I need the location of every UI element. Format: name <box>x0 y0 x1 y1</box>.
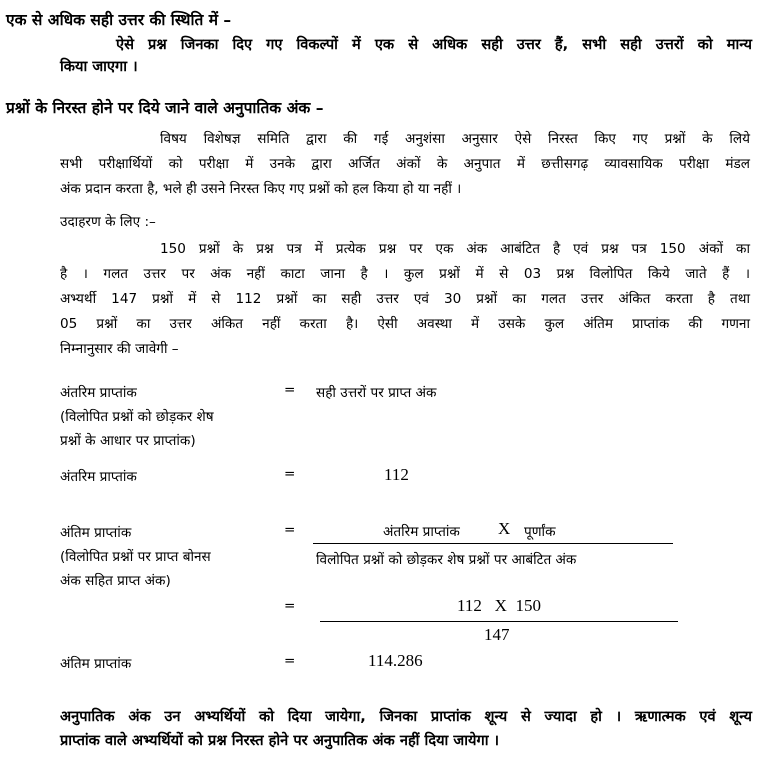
calc-row1-label-2: (विलोपित प्रश्नों को छोड़कर शेष <box>60 409 214 425</box>
multiple-correct-line-2: किया जाएगा । <box>60 58 138 75</box>
calc-row3-numerator-left: अंतरिम प्राप्तांक <box>383 524 460 540</box>
calc-row1-value: सही उत्तरों पर प्राप्त अंक <box>316 385 437 401</box>
multiple-correct-line-1: ऐसे प्रश्न जिनका दिए गए विकल्पों में एक से अधिक सही उत्तर हैं, सभी सही उत्तरों को मान्य <box>116 36 752 53</box>
calc-row4-denominator: 147 <box>484 625 510 644</box>
example-label: उदाहरण के लिए :– <box>60 214 156 230</box>
footer-line-2: प्राप्तांक वाले अभ्यर्थियों को प्रश्न निरस्त होने पर अनुपातिक अंक नहीं दिया जायेगा । <box>60 732 500 749</box>
footer-line-1: अनुपातिक अंक उन अभ्यर्थियों को दिया जायेगा, जिनका प्राप्तांक शून्य से ज्यादा हो । ऋणात्मक एवं शून्य <box>60 708 752 725</box>
fraction-bar-2 <box>320 621 678 622</box>
heading-proportional-marks: प्रश्नों के निरस्त होने पर दिये जाने वाले अनुपातिक अंक – <box>6 99 324 117</box>
example-line-2: है । गलत उत्तर पर अंक नहीं काटा जाना है । कुल प्रश्नों में से 03 प्रश्न विलोपित किये जाते हैं । <box>60 266 750 282</box>
calc-row1-label-3: प्रश्नों के आधार पर प्राप्तांक) <box>60 433 196 449</box>
para-line-1: विषय विशेषज्ञ समिति द्वारा की गई अनुशंसा अनुसार ऐसे निरस्त किए गए प्रश्नों के लिये <box>160 131 750 147</box>
calc-row3-label-2: (विलोपित प्रश्नों पर प्राप्त बोनस <box>60 549 211 565</box>
calc-row3-label-3: अंक सहित प्राप्त अंक) <box>60 573 171 589</box>
calc-row2-equals: = <box>284 466 296 482</box>
calc-row5-equals: = <box>284 653 296 669</box>
para-line-3: अंक प्रदान करता है, भले ही उसने निरस्त किए गए प्रश्नों को हल किया हो या नहीं । <box>60 181 462 197</box>
calc-row5-label: अंतिम प्राप्तांक <box>60 656 132 672</box>
calc-row3-equals: = <box>284 522 296 538</box>
calc-row3-denominator: विलोपित प्रश्नों को छोड़कर शेष प्रश्नों पर आबंटित अंक <box>316 552 577 568</box>
calc-row1-equals: = <box>284 382 296 398</box>
calc-row4-equals: = <box>284 598 296 614</box>
calc-row3-numerator-right: पूर्णांक <box>524 524 556 540</box>
example-line-5: निम्नानुसार की जावेगी – <box>60 341 179 357</box>
calc-row2-label: अंतरिम प्राप्तांक <box>60 469 137 485</box>
example-line-3: अभ्यर्थी 147 प्रश्नों में से 112 प्रश्नों का सही उत्तर एवं 30 प्रश्नों का गलत उत्तर अंकित करता है तथा <box>60 291 750 307</box>
calc-row2-value: 112 <box>384 465 409 484</box>
heading-multiple-correct: एक से अधिक सही उत्तर की स्थिति में – <box>6 11 232 29</box>
fraction-bar-1 <box>313 543 673 544</box>
calc-row5-value: 114.286 <box>368 651 423 670</box>
example-line-1: 150 प्रश्नों के प्रश्न पत्र में प्रत्येक प्रश्न पर एक अंक आबंटित है एवं प्रश्न पत्र 150 अंकों का <box>160 241 750 257</box>
example-line-4: 05 प्रश्नों का उत्तर अंकित नहीं करता है। ऐसी अवस्था में उसके कुल अंतिम प्राप्तांक की गणना <box>60 316 750 332</box>
calc-row3-label-1: अंतिम प्राप्तांक <box>60 525 132 541</box>
calc-row3-times: X <box>498 519 511 538</box>
para-line-2: सभी परीक्षार्थियों को परीक्षा में उनके द्वारा अर्जित अंकों के अनुपात में छत्तीसगढ़ व्यावसायिक परीक्षा मंडल <box>60 156 750 172</box>
calc-row1-label-1: अंतरिम प्राप्तांक <box>60 385 137 401</box>
calc-row4-numerator: 112 X 150 <box>457 596 541 615</box>
